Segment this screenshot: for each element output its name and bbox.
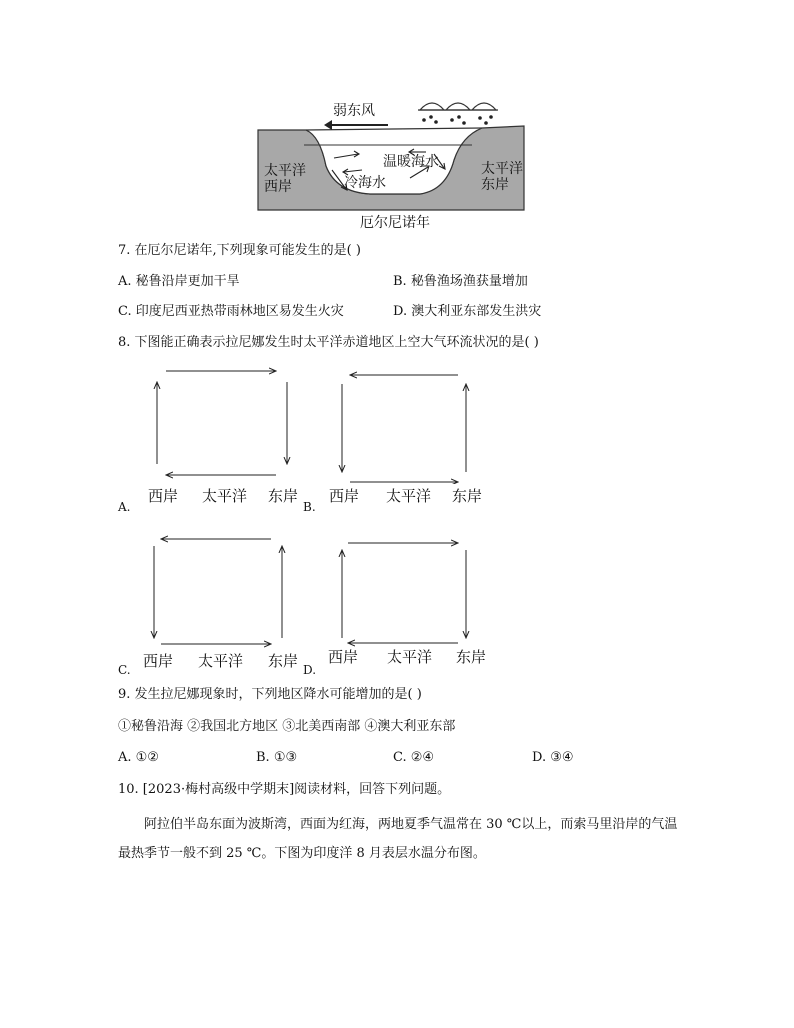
wind-arrow-icon: [328, 124, 388, 126]
q8-b-west: 西岸: [329, 487, 360, 505]
q8-letter-b[interactable]: B.: [303, 500, 316, 514]
west-coast-label-2: 西岸: [264, 179, 292, 195]
q9-stem: 9. 发生拉尼娜现象时，下列地区降水可能增加的是( ): [118, 687, 422, 702]
q9-option-d[interactable]: D. ③④: [532, 750, 574, 765]
q8-d-west: 西岸: [328, 648, 359, 666]
q8-b-mid: 太平洋: [386, 487, 432, 505]
figure-caption: 厄尔尼诺年: [360, 215, 430, 231]
q8-letter-d[interactable]: D.: [303, 663, 317, 677]
q8-letter-c[interactable]: C.: [118, 663, 131, 677]
q8-a-mid: 太平洋: [202, 487, 248, 505]
q8-d-mid: 太平洋: [387, 648, 433, 666]
east-coast-label-1: 太平洋: [481, 161, 523, 177]
circulation-diagram-c: [143, 530, 293, 650]
warm-water-label: 温暖海水: [383, 154, 439, 170]
wind-arrowhead: [324, 120, 332, 130]
q7-option-b[interactable]: B. 秘鲁渔场渔获量增加: [393, 274, 528, 289]
q8-stem: 8. 下图能正确表示拉尼娜发生时太平洋赤道地区上空大气环流状况的是( ): [118, 335, 539, 350]
q8-b-east: 东岸: [452, 487, 483, 505]
q9-option-c[interactable]: C. ②④: [393, 750, 435, 765]
q8-c-east: 东岸: [268, 652, 299, 670]
circulation-diagram-a: [148, 364, 298, 484]
rain-cloud-icon: [418, 103, 498, 110]
q7-option-c[interactable]: C. 印度尼西亚热带雨林地区易发生火灾: [118, 304, 344, 319]
q8-c-west: 西岸: [143, 652, 174, 670]
circulation-diagram-b: [330, 364, 480, 484]
q8-c-mid: 太平洋: [198, 652, 244, 670]
circulation-diagram-d: [330, 530, 480, 650]
q7-stem: 7. 在厄尔尼诺年,下列现象可能发生的是( ): [118, 243, 361, 258]
west-coast-label-1: 太平洋: [264, 163, 306, 179]
q9-option-a[interactable]: A. ①②: [118, 750, 159, 765]
q10-stem: 10. [2023·梅村高级中学期末]阅读材料，回答下列问题。: [118, 782, 451, 797]
q8-d-east: 东岸: [456, 648, 487, 666]
q8-letter-a[interactable]: A.: [118, 500, 131, 514]
q8-a-west: 西岸: [148, 487, 179, 505]
q10-paragraph: 阿拉伯半岛东面为波斯湾，西面为红海，两地夏季气温常在 30 ℃以上，而索马里沿岸的气温最热季节一般不到 25 ℃。下图为印度洋 8 月表层水温分布图。: [118, 817, 678, 861]
wind-label: 弱东风: [333, 103, 375, 119]
q7-option-a[interactable]: A. 秘鲁沿岸更加干旱: [118, 274, 240, 289]
east-coast-label-2: 东岸: [481, 177, 509, 193]
q8-a-east: 东岸: [268, 487, 299, 505]
cold-water-label: 冷海水: [344, 175, 386, 191]
q9-items: ①秘鲁沿海 ②我国北方地区 ③北美西南部 ④澳大利亚东部: [118, 719, 456, 734]
rain-drops: [422, 115, 493, 125]
q7-option-d[interactable]: D. 澳大利亚东部发生洪灾: [393, 304, 542, 319]
q9-option-b[interactable]: B. ①③: [256, 750, 298, 765]
